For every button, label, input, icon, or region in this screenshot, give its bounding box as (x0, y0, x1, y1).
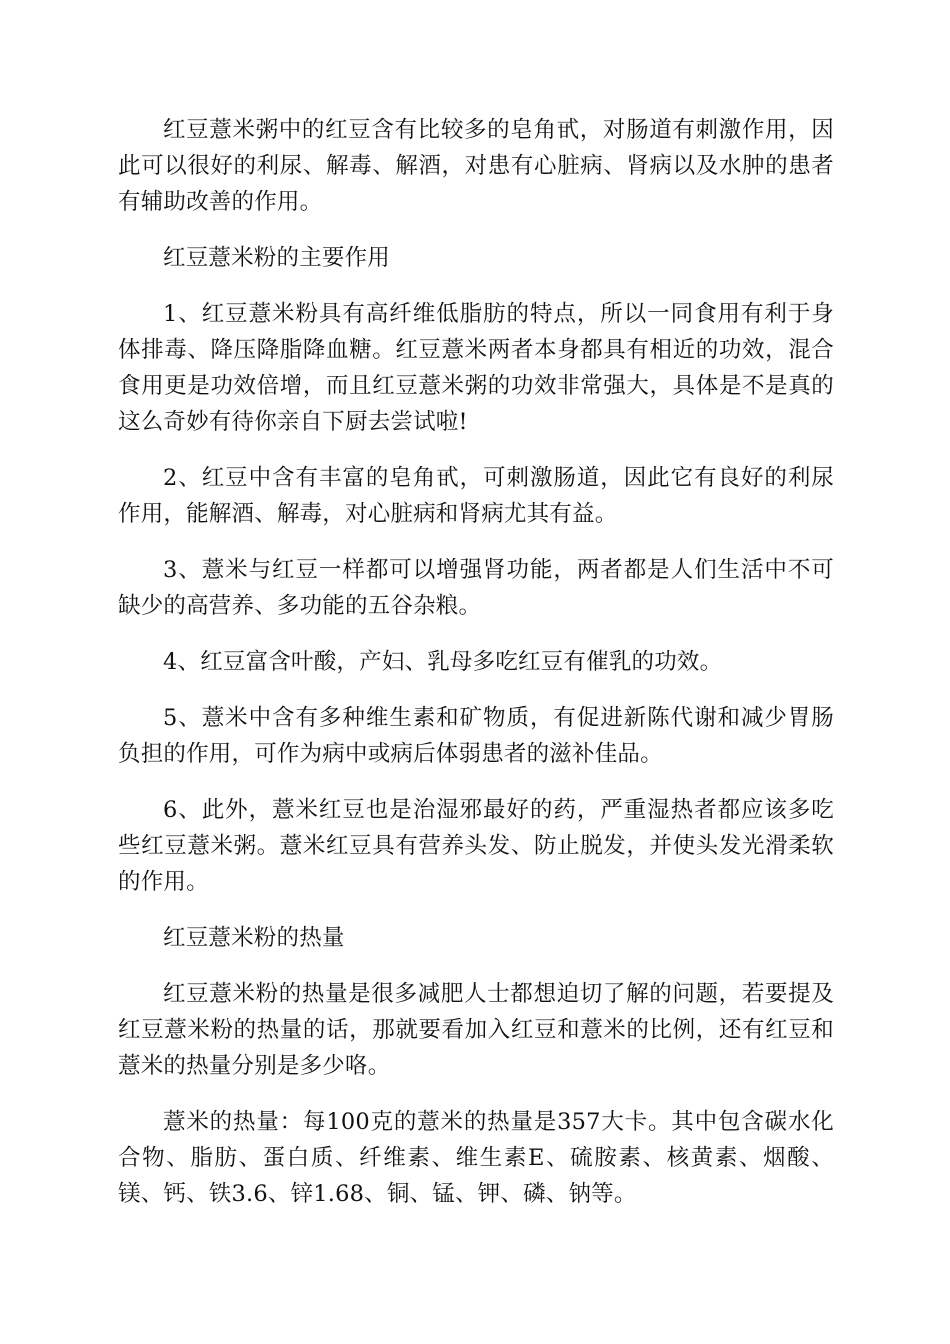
list-item-effect-5: 5、薏米中含有多种维生素和矿物质，有促进新陈代谢和减少胃肠负担的作用，可作为病中或病后体弱患者的滋补佳品。 (118, 705, 834, 767)
list-item-effect-4: 4、红豆富含叶酸，产妇、乳母多吃红豆有催乳的功效。 (163, 649, 723, 675)
list-item-effect-6: 6、此外，薏米红豆也是治湿邪最好的药，严重湿热者都应该多吃些红豆薏米粥。薏米红豆具有营养头发、防止脱发，并使头发光滑柔软的作用。 (118, 797, 834, 895)
paragraph-calories-intro: 红豆薏米粉的热量是很多减肥人士都想迫切了解的问题，若要提及红豆薏米粉的热量的话，那就要看加入红豆和薏米的比例，还有红豆和薏米的热量分别是多少咯。 (118, 981, 834, 1079)
list-item-effect-2: 2、红豆中含有丰富的皂角甙，可刺激肠道，因此它有良好的利尿作用，能解酒、解毒，对心脏病和肾病尤其有益。 (118, 465, 834, 527)
list-item-effect-1: 1、红豆薏米粉具有高纤维低脂肪的特点，所以一同食用有利于身体排毒、降压降脂降血糖。红豆薏米两者本身都具有相近的功效，混合食用更是功效倍增，而且红豆薏米粥的功效非常强大，具体是不是真的这么奇妙有待你亲自下厨去尝试啦! (118, 301, 834, 435)
section-heading-calories: 红豆薏米粉的热量 (163, 925, 345, 951)
list-item-effect-3: 3、薏米与红豆一样都可以增强肾功能，两者都是人们生活中不可缺少的高营养、多功能的五谷杂粮。 (118, 557, 834, 619)
paragraph-intro: 红豆薏米粥中的红豆含有比较多的皂角甙，对肠道有刺激作用，因此可以很好的利尿、解毒、解酒，对患有心脏病、肾病以及水肿的患者有辅助改善的作用。 (118, 117, 834, 215)
paragraph-coix-calories: 薏米的热量：每100克的薏米的热量是357大卡。其中包含碳水化合物、脂肪、蛋白质、纤维素、维生素E、硫胺素、核黄素、烟酸、镁、钙、铁3.6、锌1.68、铜、锰、钾、磷、钠等。 (118, 1109, 834, 1207)
document-body (118, 112, 834, 1232)
section-heading-main-effects: 红豆薏米粉的主要作用 (163, 245, 391, 271)
